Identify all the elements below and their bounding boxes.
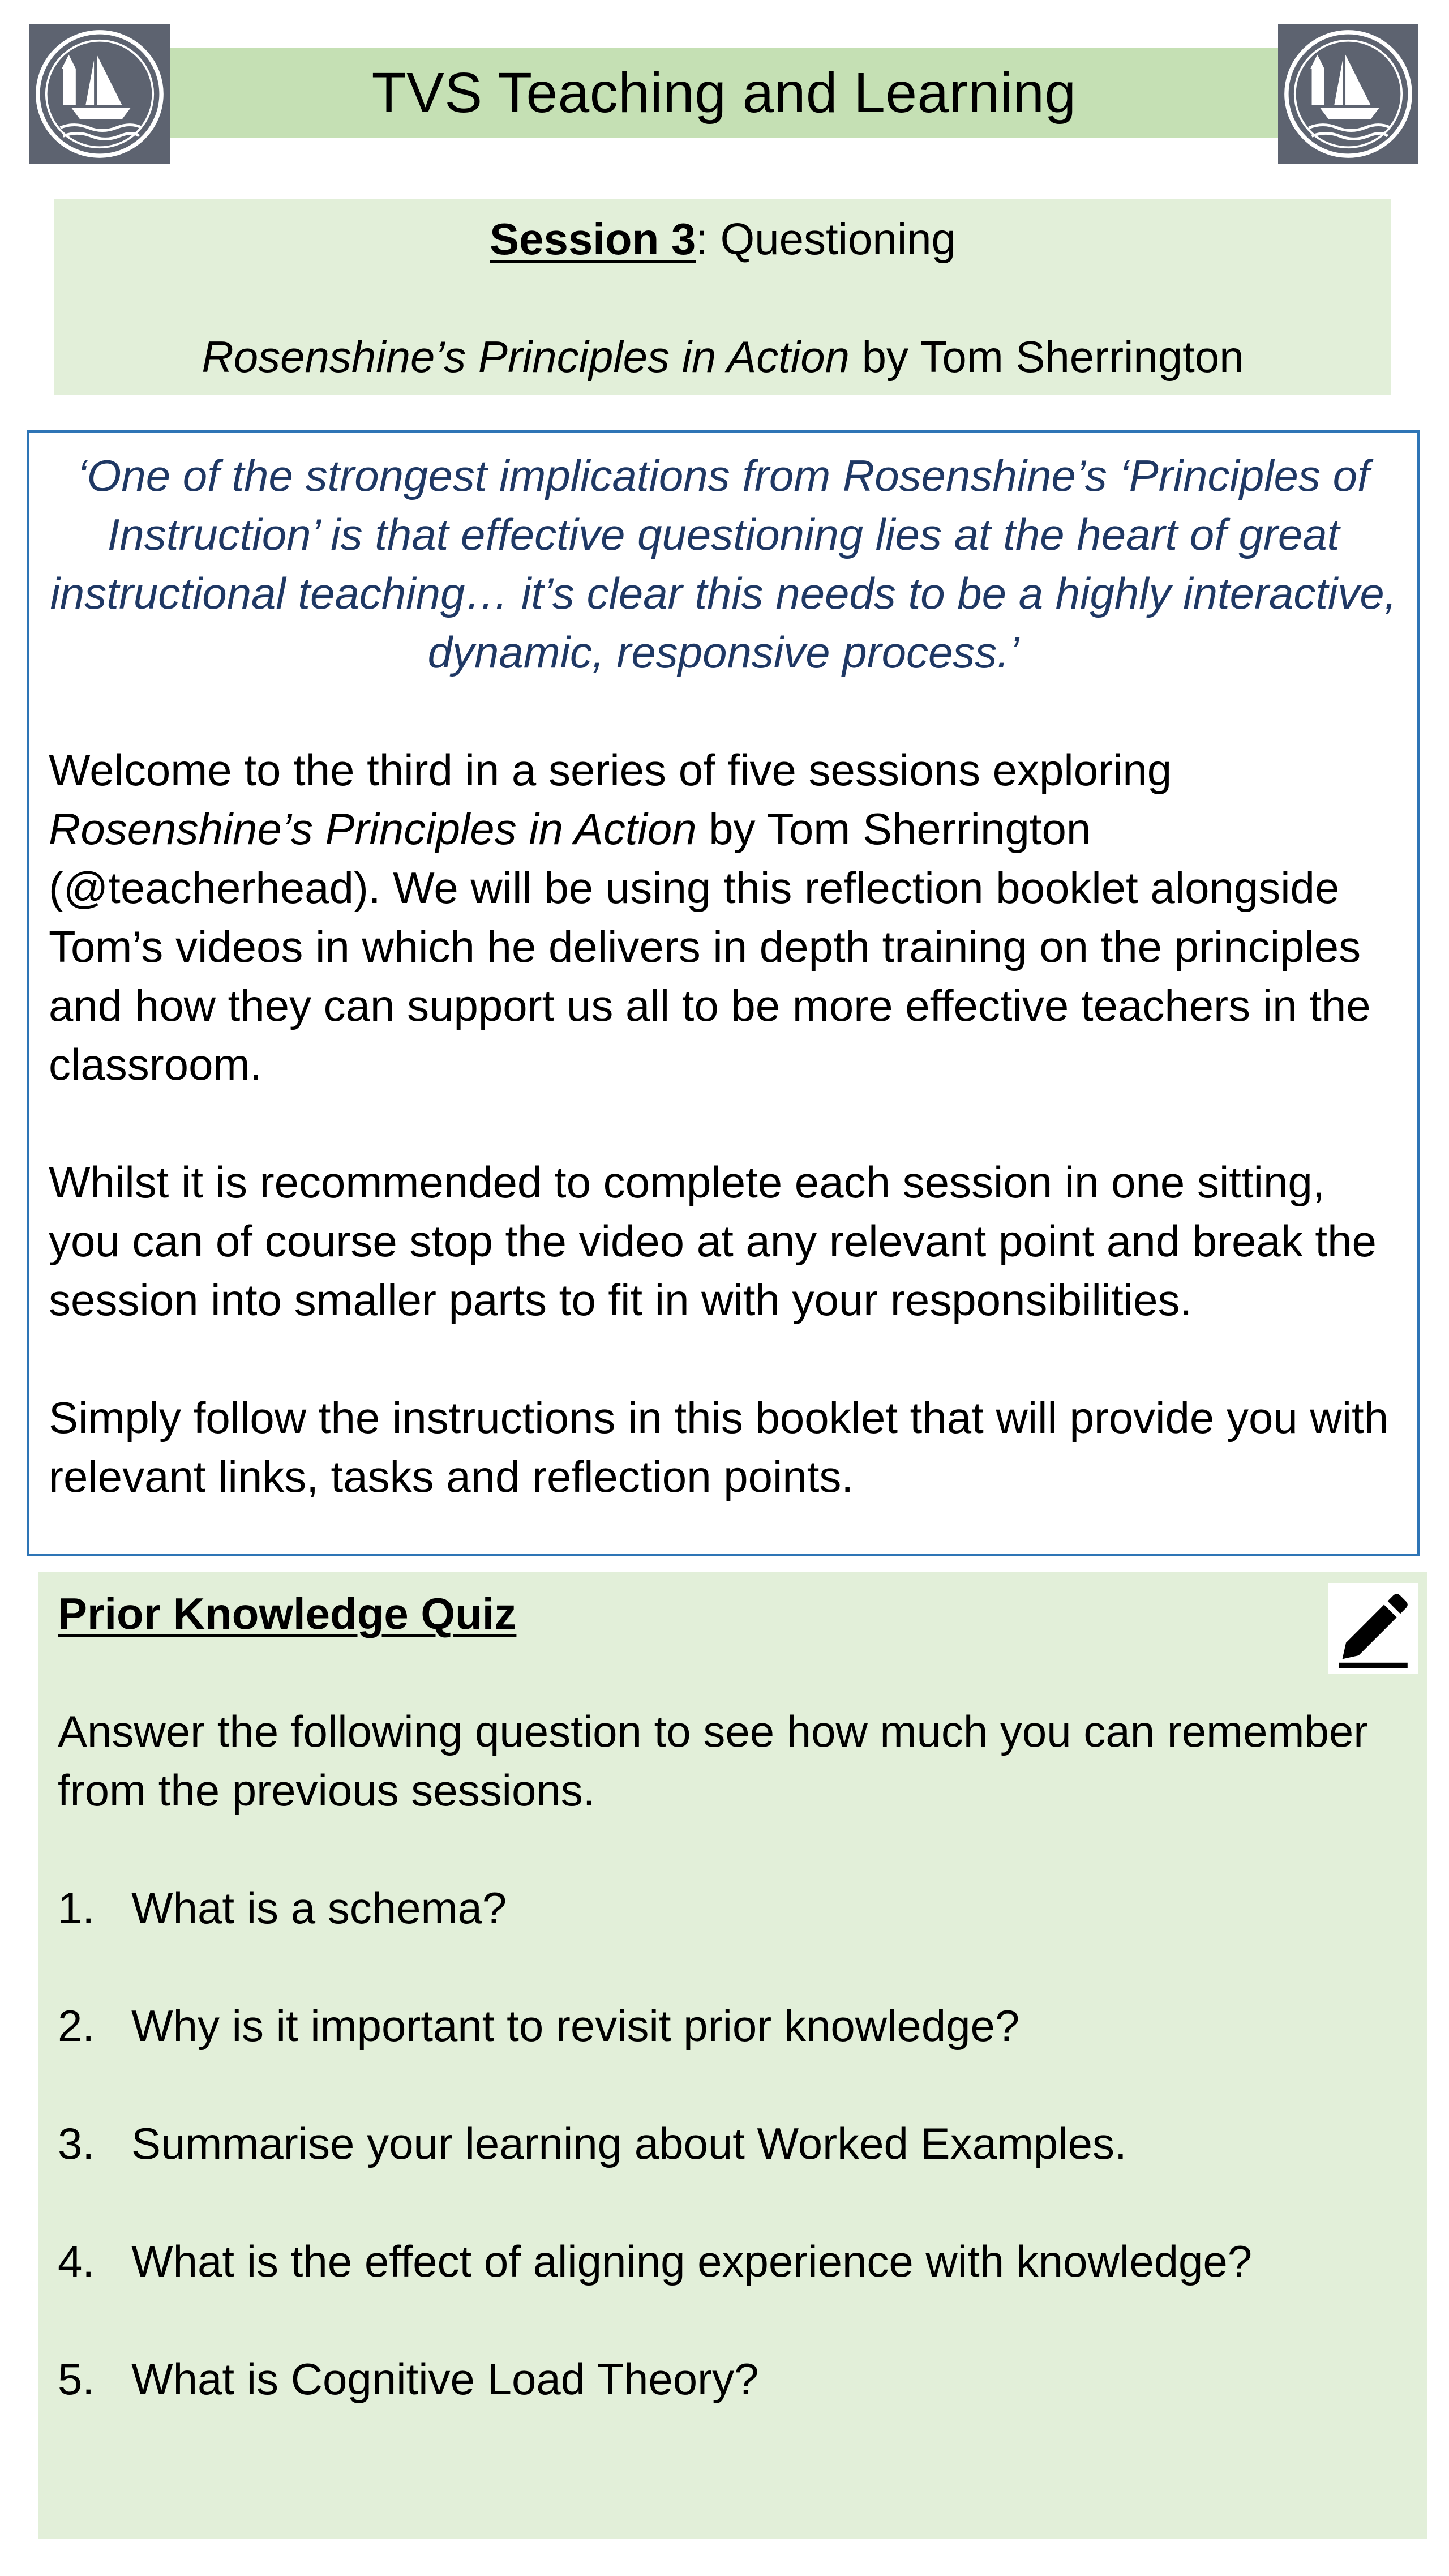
quiz-question: 1. What is a schema? (58, 1883, 507, 1933)
quiz-question: 2. Why is it important to revisit prior knowledge? (58, 2001, 1020, 2051)
school-crest-logo-right (1278, 24, 1418, 164)
school-crest-ship-icon (29, 24, 170, 164)
session-info-box (54, 199, 1391, 395)
school-crest-logo-left (29, 24, 170, 164)
session-topic: : Questioning (696, 214, 956, 264)
book-author: by Tom Sherrington (850, 332, 1244, 382)
quiz-title: Prior Knowledge Quiz (58, 1589, 517, 1638)
intro-p1-rest: by Tom Sherrington (@teacherhead). We will be using this reflection booklet alongside Tom’s videos in which he delivers in depth training on the principles and how they can support us all to be more effective teachers in the classroom. (49, 804, 1371, 1089)
pencil-icon (1328, 1583, 1418, 1674)
page-title: TVS Teaching and Learning (371, 61, 1077, 125)
quiz-question-list (58, 1878, 1408, 2408)
session-label: Session 3 (490, 214, 696, 264)
quiz-intro: Answer the following question to see how much you can remember from the previous sessions. (58, 1706, 1369, 1815)
header-title-bar (170, 48, 1278, 138)
quiz-question: 3. Summarise your learning about Worked Examples. (58, 2119, 1127, 2168)
school-crest-ship-icon (1278, 24, 1418, 164)
intro-paragraph-2: Whilst it is recommended to complete each session in one sitting, you can of course stop the video at any relevant point and break the session into smaller parts to fit in with your responsibilities. (49, 1157, 1377, 1325)
session-heading (54, 209, 1391, 268)
quiz-question: 4. What is the effect of aligning experience with knowledge? (58, 2236, 1253, 2286)
intro-p1-lead: Welcome to the third in a series of five sessions exploring (49, 745, 1172, 795)
intro-quote: ‘One of the strongest implications from Rosenshine’s ‘Principles of Instruction’ is that effective questioning lies at the heart of great instructional teaching… it’s clear this needs to be a highly interactive, dynamic, responsive process.’ (50, 451, 1397, 677)
book-credit (54, 327, 1391, 386)
book-title: Rosenshine’s Principles in Action (202, 332, 850, 382)
intro-box (27, 430, 1420, 1556)
intro-p1-book-title: Rosenshine’s Principles in Action (49, 804, 697, 854)
prior-knowledge-quiz (38, 1572, 1427, 2539)
quiz-question: 5. What is Cognitive Load Theory? (58, 2354, 759, 2404)
intro-paragraph-3: Simply follow the instructions in this booklet that will provide you with relevant links, tasks and reflection points. (49, 1393, 1389, 1501)
intro-paragraph-1 (49, 741, 1398, 1094)
